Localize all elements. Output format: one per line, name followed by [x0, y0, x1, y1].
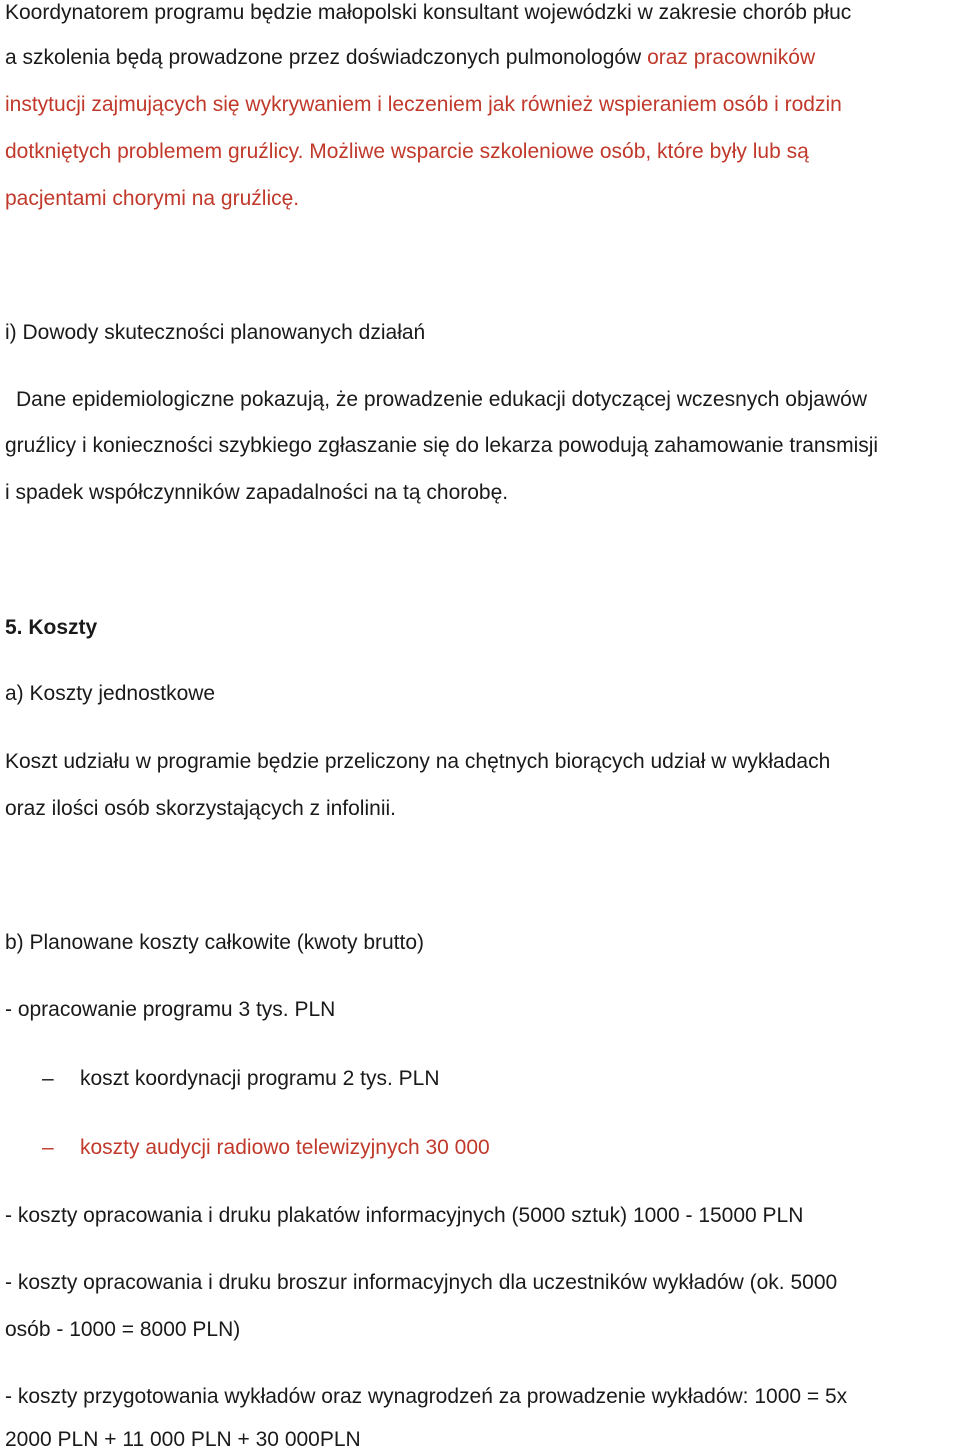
section-b-heading: b) Planowane koszty całkowite (kwoty brutto) — [5, 931, 425, 954]
paragraph-coordinator-line-1: Koordynatorem programu będzie małopolski konsultant wojewódzki w zakresie chorób płuc — [5, 1, 852, 24]
section-5-heading: 5. Koszty — [5, 616, 98, 639]
cost-item-text: koszty audycji radiowo telewizyjnych 30 000 — [80, 1136, 490, 1159]
paragraph-unit-cost-line-2: oraz ilości osób skorzystających z infolinii. — [5, 797, 396, 820]
highlighted-text: oraz pracowników — [647, 46, 816, 69]
dash-bullet-icon: – — [42, 1067, 54, 1090]
paragraph-coordinator-line-5: pacjentami chorymi na gruźlicę. — [5, 187, 300, 210]
cost-item-posters: - koszty opracowania i druku plakatów informacyjnych (5000 sztuk) 1000 - 15000 PLN — [5, 1204, 804, 1227]
paragraph-coordinator-line-3: instytucji zajmujących się wykrywaniem i leczeniem jak również wspieraniem osób i rodzin — [5, 93, 842, 116]
cost-item-program-development: - opracowanie programu 3 tys. PLN — [5, 998, 336, 1021]
text-segment: a szkolenia będą prowadzone przez doświadczonych pulmonologów — [5, 46, 648, 69]
paragraph-coordinator-line-4 — [5, 139, 809, 165]
section-a-heading: a) Koszty jednostkowe — [5, 682, 216, 705]
cost-item-text: koszt koordynacji programu 2 tys. PLN — [80, 1067, 440, 1090]
paragraph-evidence-line-3: i spadek współczynników zapadalności na tą chorobę. — [5, 481, 509, 504]
paragraph-unit-cost-line-1: Koszt udziału w programie będzie przeliczony na chętnych biorących udział w wykładach — [5, 750, 831, 773]
cost-item-brochures-line-2: osób - 1000 = 8000 PLN) — [5, 1318, 241, 1341]
cost-item-radio-tv — [42, 1135, 490, 1161]
paragraph-evidence-line-1: Dane epidemiologiczne pokazują, że prowadzenie edukacji dotyczącej wczesnych objawów — [16, 388, 867, 411]
text-segment: dotkniętych problemem gruźlicy. — [5, 140, 310, 163]
text-segment: Możliwe wsparcie szkoleniowe osób, które były lub są — [309, 140, 809, 163]
paragraph-coordinator-line-2 — [5, 45, 815, 71]
cost-item-lectures-line-1: - koszty przygotowania wykładów oraz wynagrodzeń za prowadzenie wykładów: 1000 = 5x — [5, 1385, 848, 1408]
cost-item-brochures-line-1: - koszty opracowania i druku broszur informacyjnych dla uczestników wykładów (ok. 5000 — [5, 1271, 838, 1294]
dash-bullet-icon: – — [42, 1136, 54, 1159]
cost-item-coordination — [42, 1066, 439, 1092]
section-i-heading: i) Dowody skuteczności planowanych działań — [5, 321, 426, 344]
paragraph-evidence-line-2: gruźlicy i konieczności szybkiego zgłaszanie się do lekarza powodują zahamowanie transmisji — [5, 434, 879, 457]
cost-item-lectures-line-2: 2000 PLN + 11 000 PLN + 30 000PLN — [5, 1428, 361, 1451]
